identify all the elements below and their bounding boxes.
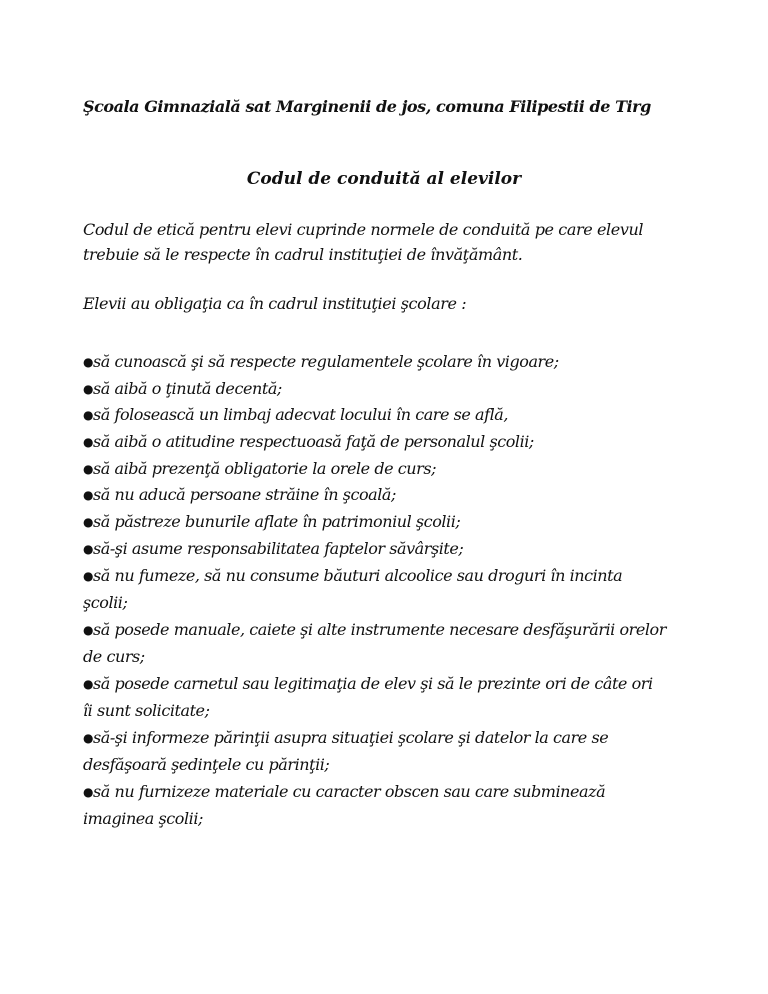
rule-text: să nu furnizeze materiale cu caracter obscen sau care subminează	[93, 781, 606, 801]
bullet-icon: ●	[83, 730, 94, 745]
rule-line	[83, 536, 693, 563]
rule-text: să nu fumeze, să nu consume băuturi alcoolice sau droguri în incinta	[93, 565, 623, 585]
rule-text: să cunoască şi să respecte regulamentele şcolare în vigoare;	[93, 352, 559, 371]
rule-item	[83, 482, 693, 509]
rule-line	[83, 671, 693, 698]
bullet-icon: ●	[83, 355, 94, 369]
rule-item	[83, 456, 693, 483]
rule-text: să aibă o atitudine respectuoasă faţă de personalul şcolii;	[93, 432, 534, 452]
rule-item	[83, 349, 693, 376]
rule-line	[83, 725, 693, 752]
rule-item	[83, 509, 693, 536]
rule-line	[83, 617, 693, 644]
bullet-icon: ●	[83, 515, 94, 530]
bullet-icon: ●	[83, 435, 94, 450]
rule-line	[83, 590, 693, 617]
rule-text: să păstreze bunurile aflate în patrimoniul şcolii;	[93, 512, 461, 532]
rule-item	[83, 536, 693, 563]
obligations-lead: Elevii au obligaţia ca în cadrul instituţiei şcolare :	[83, 294, 467, 313]
rule-item	[83, 617, 693, 671]
rule-line	[83, 456, 693, 483]
bullet-icon: ●	[83, 381, 94, 396]
rules-list	[83, 349, 693, 833]
rule-text: imaginea şcolii;	[83, 808, 203, 828]
rule-item	[83, 563, 693, 617]
rule-text: desfăşoară şedinţele cu părinţii;	[83, 754, 330, 774]
intro-paragraph	[83, 217, 693, 267]
rule-item	[83, 402, 693, 429]
rule-text: de curs;	[83, 646, 145, 666]
rule-line	[83, 402, 693, 429]
rule-text: să folosească un limbaj adecvat locului în care se află,	[93, 405, 509, 425]
rule-line	[83, 806, 693, 833]
rule-line	[83, 644, 693, 671]
rule-line	[83, 429, 693, 456]
rule-line	[83, 698, 693, 725]
rule-line	[83, 509, 693, 536]
rule-text: să-şi informeze părinţii asupra situaţiei şcolare şi datelor la care se	[93, 727, 609, 747]
rule-item	[83, 429, 693, 456]
bullet-icon: ●	[83, 622, 94, 637]
intro-line: trebuie să le respecte în cadrul instituţiei de învăţământ.	[83, 245, 523, 264]
school-name: Şcoala Gimnazială sat Marginenii de jos, comuna Filipestii de Tirg	[83, 97, 651, 116]
rule-text: îi sunt solicitate;	[83, 700, 210, 720]
rule-line	[83, 376, 693, 403]
rule-item	[83, 671, 693, 725]
rule-text: să aibă o ţinută decentă;	[93, 378, 282, 398]
intro-line: Codul de etică pentru elevi cuprinde normele de conduită pe care elevul	[83, 220, 644, 239]
bullet-icon: ●	[83, 461, 94, 476]
bullet-icon: ●	[83, 541, 94, 556]
rule-line	[83, 482, 693, 509]
bullet-icon: ●	[83, 488, 94, 503]
rule-item	[83, 779, 693, 833]
rule-line	[83, 752, 693, 779]
rule-line	[83, 349, 693, 376]
rule-line	[83, 563, 693, 590]
rule-text: să nu aducă persoane străine în şcoală;	[93, 485, 396, 505]
bullet-icon: ●	[83, 408, 94, 423]
bullet-icon: ●	[83, 784, 94, 799]
rule-text: să posede carnetul sau legitimaţia de elev şi să le prezinte ori de câte ori	[93, 673, 653, 693]
rule-item	[83, 376, 693, 403]
rule-text: să posede manuale, caiete şi alte instrumente necesare desfăşurării orelor	[93, 619, 666, 639]
rule-text: şcolii;	[83, 592, 128, 612]
rule-line	[83, 779, 693, 806]
rule-text: să-şi asume responsabilitatea faptelor săvârşite;	[93, 538, 464, 558]
rule-text: să aibă prezenţă obligatorie la orele de curs;	[93, 458, 437, 478]
document-title: Codul de conduită al elevilor	[246, 169, 522, 189]
rule-item	[83, 725, 693, 779]
bullet-icon: ●	[83, 676, 94, 691]
bullet-icon: ●	[83, 568, 94, 583]
